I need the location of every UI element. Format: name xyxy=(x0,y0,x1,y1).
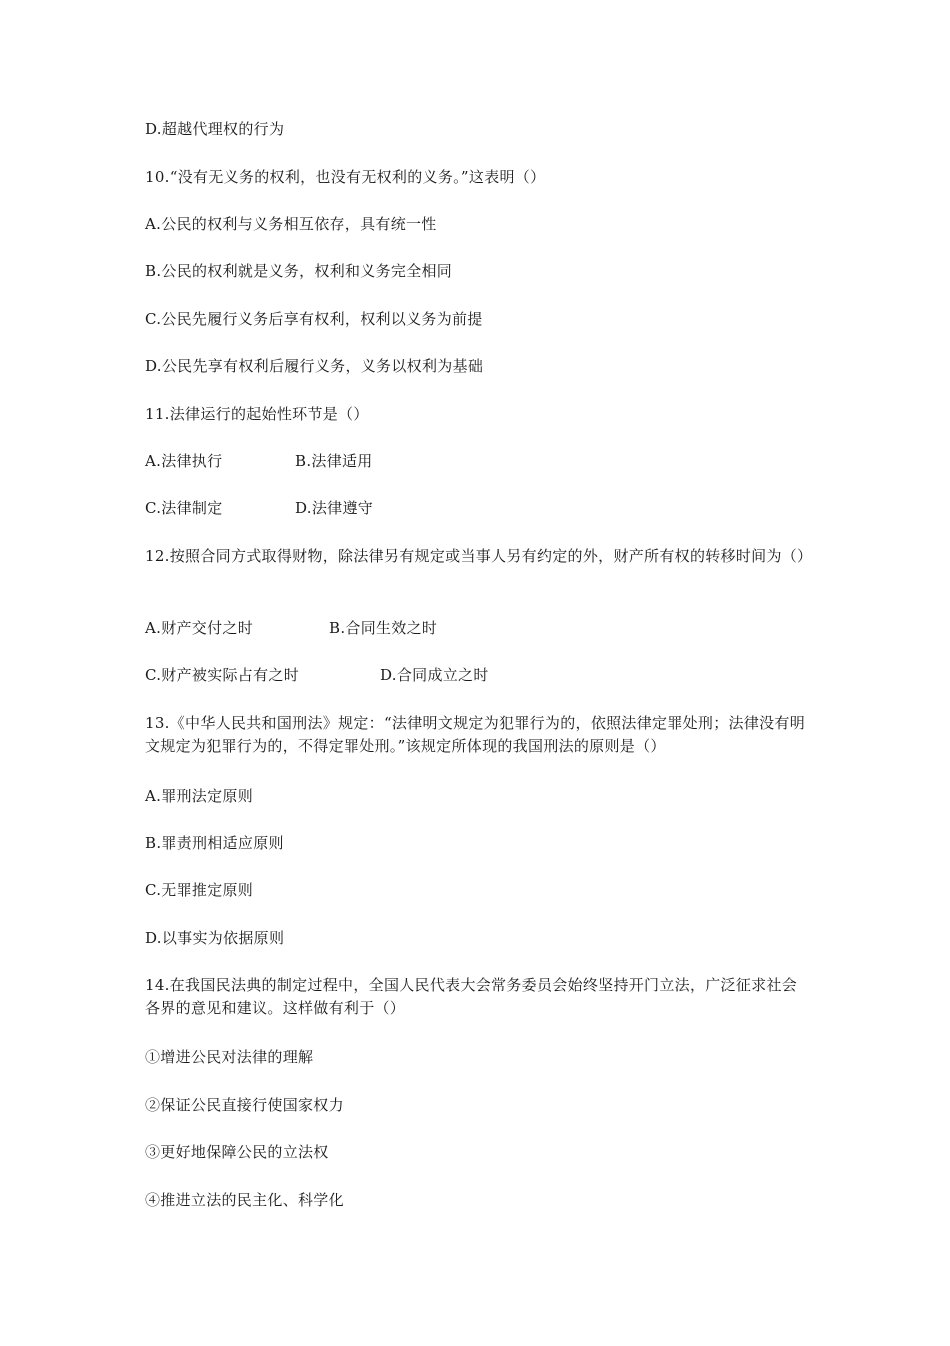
q13-option-d: D.以事实为依据原则 xyxy=(145,929,285,947)
q11-option-b: B.法律适用 xyxy=(295,452,373,470)
q11-option-d: D.法律遵守 xyxy=(295,499,374,517)
q10-option-d: D.公民先享有权利后履行义务，义务以权利为基础 xyxy=(145,357,484,375)
q14-stem: 14.在我国民法典的制定过程中，全国人民代表大会常务委员会始终坚持开门立法，广泛征求社会各界的意见和建议。这样做有利于（） xyxy=(145,976,798,1017)
q13-option-a: A.罪刑法定原则 xyxy=(145,787,254,805)
q12-option-d: D.合同成立之时 xyxy=(380,666,489,684)
q14-item-4: ④推进立法的民主化、科学化 xyxy=(145,1191,344,1209)
q10-option-c: C.公民先履行义务后享有权利，权利以义务为前提 xyxy=(145,310,483,328)
prev-option-d: D.超越代理权的行为 xyxy=(145,120,285,138)
q10-option-a: A.公民的权利与义务相互依存，具有统一性 xyxy=(145,215,437,233)
q13-option-c: C.无罪推定原则 xyxy=(145,881,254,899)
q11-stem: 11.法律运行的起始性环节是（） xyxy=(145,405,369,423)
q12-option-c: C.财产被实际占有之时 xyxy=(145,666,300,684)
q10-option-b: B.公民的权利就是义务，权利和义务完全相同 xyxy=(145,262,453,280)
q10-stem: 10.“没有无义务的权利，也没有无权利的义务。”这表明（） xyxy=(145,168,546,186)
q13-stem: 13.《中华人民共和国刑法》规定：“法律明文规定为犯罪行为的，依照法律定罪处刑；法律没有明文规定为犯罪行为的，不得定罪处刑。”该规定所体现的我国刑法的原则是（） xyxy=(145,714,806,755)
q14-item-2: ②保证公民直接行使国家权力 xyxy=(145,1096,344,1114)
q12-option-b: B.合同生效之时 xyxy=(329,619,438,637)
q11-option-a: A.法律执行 xyxy=(145,452,223,470)
q14-item-1: ①增进公民对法律的理解 xyxy=(145,1048,314,1066)
q12-option-a: A.财产交付之时 xyxy=(145,619,254,637)
q11-option-c: C.法律制定 xyxy=(145,499,223,517)
q13-option-b: B.罪责刑相适应原则 xyxy=(145,834,284,852)
q12-stem: 12.按照合同方式取得财物，除法律另有规定或当事人另有约定的外，财产所有权的转移时间为（） xyxy=(145,547,813,565)
q14-item-3: ③更好地保障公民的立法权 xyxy=(145,1143,329,1161)
